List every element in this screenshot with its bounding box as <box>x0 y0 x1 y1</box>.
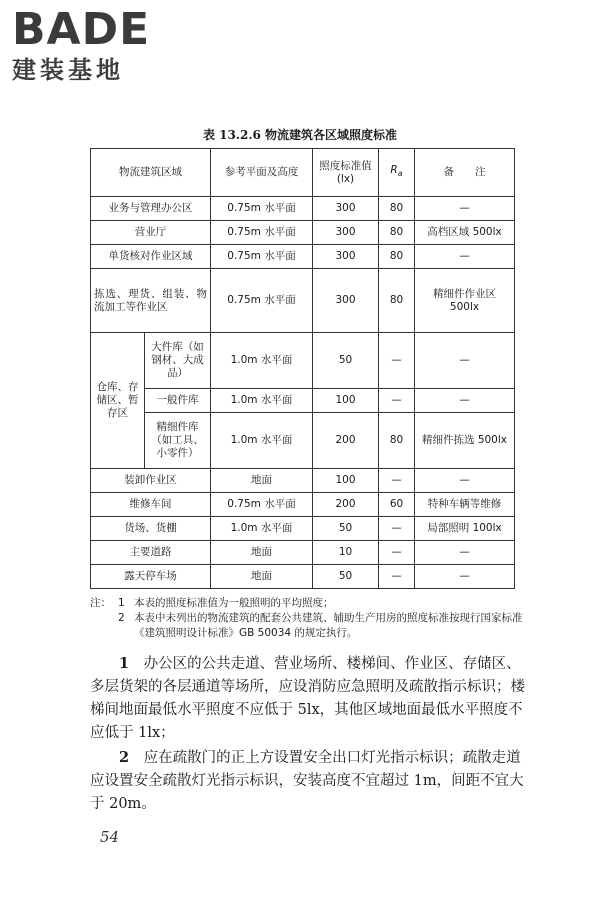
table-row <box>91 389 515 413</box>
table-header-row <box>91 149 515 197</box>
clause-text: 应在疏散门的正上方设置安全出口灯光指示标识；疏散走道应设置安全疏散灯光指示标识，安装高度不宜超过 1m，间距不宜大于 20m。 <box>90 750 524 812</box>
cell-lux: 50 <box>313 333 379 389</box>
cell-plane: 1.0m 水平面 <box>211 333 313 389</box>
clause-number: 2 <box>119 749 130 766</box>
illuminance-table <box>90 148 515 589</box>
note-item <box>90 596 530 611</box>
note-item <box>90 611 530 641</box>
table-row <box>91 517 515 541</box>
cell-area: 单货核对作业区域 <box>91 245 211 269</box>
cell-remark: — <box>415 333 515 389</box>
cell-plane: 1.0m 水平面 <box>211 389 313 413</box>
cell-ra: 80 <box>379 269 415 333</box>
cell-lux: 10 <box>313 541 379 565</box>
cell-lux: 100 <box>313 469 379 493</box>
cell-lux: 50 <box>313 565 379 589</box>
brand-logo <box>12 4 151 84</box>
cell-storage-sub: 一般件库 <box>145 389 211 413</box>
table-notes <box>90 596 530 641</box>
cell-plane: 地面 <box>211 469 313 493</box>
note-number: 2 <box>118 612 125 624</box>
header-plane: 参考平面及高度 <box>211 149 313 197</box>
cell-remark: — <box>415 389 515 413</box>
cell-ra: — <box>379 517 415 541</box>
table-row <box>91 221 515 245</box>
note-text: 本表中未列出的物流建筑的配套公共建筑、辅助生产用房的照度标准按现行国家标准《建筑照明设计标准》GB 50034 的规定执行。 <box>134 612 523 639</box>
cell-plane: 1.0m 水平面 <box>211 517 313 541</box>
header-lux-unit: (lx) <box>336 172 355 185</box>
notes-label: 注： <box>90 597 111 609</box>
table-row <box>91 413 515 469</box>
header-ra-subscript: a <box>397 169 403 179</box>
cell-area: 营业厅 <box>91 221 211 245</box>
clause-number: 1 <box>119 655 130 672</box>
cell-ra: 80 <box>379 245 415 269</box>
cell-remark: 特种车辆等维修 <box>415 493 515 517</box>
cell-remark: — <box>415 541 515 565</box>
table-row <box>91 269 515 333</box>
clause-text: 办公区的公共走道、营业场所、楼梯间、作业区、存储区、多层货架的各层通道等场所，应设消防应急照明及疏散指示标识；楼梯间地面最低水平照度不应低于 5lx，其他区域地面最低水平照度不应低于 1lx； <box>90 656 525 741</box>
cell-ra: 60 <box>379 493 415 517</box>
logo-wordmark: BADE <box>12 4 151 55</box>
cell-remark: — <box>415 469 515 493</box>
cell-remark: 精细件作业区 500lx <box>415 269 515 333</box>
cell-plane: 0.75m 水平面 <box>211 269 313 333</box>
cell-ra: — <box>379 389 415 413</box>
cell-ra: — <box>379 469 415 493</box>
cell-lux: 300 <box>313 269 379 333</box>
header-lux-line1: 照度标准值 <box>319 159 372 172</box>
cell-area: 露天停车场 <box>91 565 211 589</box>
cell-ra: 80 <box>379 197 415 221</box>
cell-storage-group: 仓库、存储区、暂存区 <box>91 333 145 469</box>
cell-ra: — <box>379 333 415 389</box>
table-row <box>91 565 515 589</box>
table-row <box>91 541 515 565</box>
cell-area: 业务与管理办公区 <box>91 197 211 221</box>
cell-remark: 局部照明 100lx <box>415 517 515 541</box>
cell-area: 主要道路 <box>91 541 211 565</box>
table-row <box>91 469 515 493</box>
header-area: 物流建筑区域 <box>91 149 211 197</box>
table-caption: 表 13.2.6 物流建筑各区域照度标准 <box>202 128 398 142</box>
cell-ra: 80 <box>379 413 415 469</box>
cell-lux: 300 <box>313 245 379 269</box>
header-ra <box>379 149 415 197</box>
cell-plane: 0.75m 水平面 <box>211 197 313 221</box>
cell-remark: 高档区域 500lx <box>415 221 515 245</box>
cell-lux: 200 <box>313 493 379 517</box>
cell-area: 维修车间 <box>91 493 211 517</box>
cell-lux: 300 <box>313 197 379 221</box>
cell-storage-sub: 精细件库（如工具、小零件） <box>145 413 211 469</box>
cell-plane: 0.75m 水平面 <box>211 493 313 517</box>
cell-plane: 地面 <box>211 541 313 565</box>
cell-lux: 200 <box>313 413 379 469</box>
header-remark: 备 注 <box>415 149 515 197</box>
cell-remark: 精细件拣选 500lx <box>415 413 515 469</box>
cell-lux: 300 <box>313 221 379 245</box>
header-lux <box>313 149 379 197</box>
note-text: 本表的照度标准值为一般照明的平均照度； <box>134 597 334 609</box>
cell-remark: — <box>415 565 515 589</box>
cell-ra: 80 <box>379 221 415 245</box>
note-number: 1 <box>118 597 125 609</box>
cell-area: 装卸作业区 <box>91 469 211 493</box>
clause-paragraph <box>90 652 530 745</box>
clause-paragraph <box>90 746 530 816</box>
cell-storage-sub: 大件库（如钢材、大成品） <box>145 333 211 389</box>
cell-area: 拣选、理货、组装、物流加工等作业区 <box>91 269 211 333</box>
cell-remark: — <box>415 197 515 221</box>
header-ra-symbol: R <box>390 164 398 177</box>
table-row <box>91 197 515 221</box>
cell-ra: — <box>379 565 415 589</box>
cell-plane: 0.75m 水平面 <box>211 245 313 269</box>
cell-ra: — <box>379 541 415 565</box>
cell-plane: 地面 <box>211 565 313 589</box>
page-number: 54 <box>100 828 120 846</box>
cell-area: 货场、货棚 <box>91 517 211 541</box>
cell-remark: — <box>415 245 515 269</box>
table-row <box>91 245 515 269</box>
cell-plane: 0.75m 水平面 <box>211 221 313 245</box>
cell-plane: 1.0m 水平面 <box>211 413 313 469</box>
table-row <box>91 493 515 517</box>
cell-lux: 50 <box>313 517 379 541</box>
cell-lux: 100 <box>313 389 379 413</box>
logo-subtitle: 建装基地 <box>12 56 124 84</box>
table-row <box>91 333 515 389</box>
